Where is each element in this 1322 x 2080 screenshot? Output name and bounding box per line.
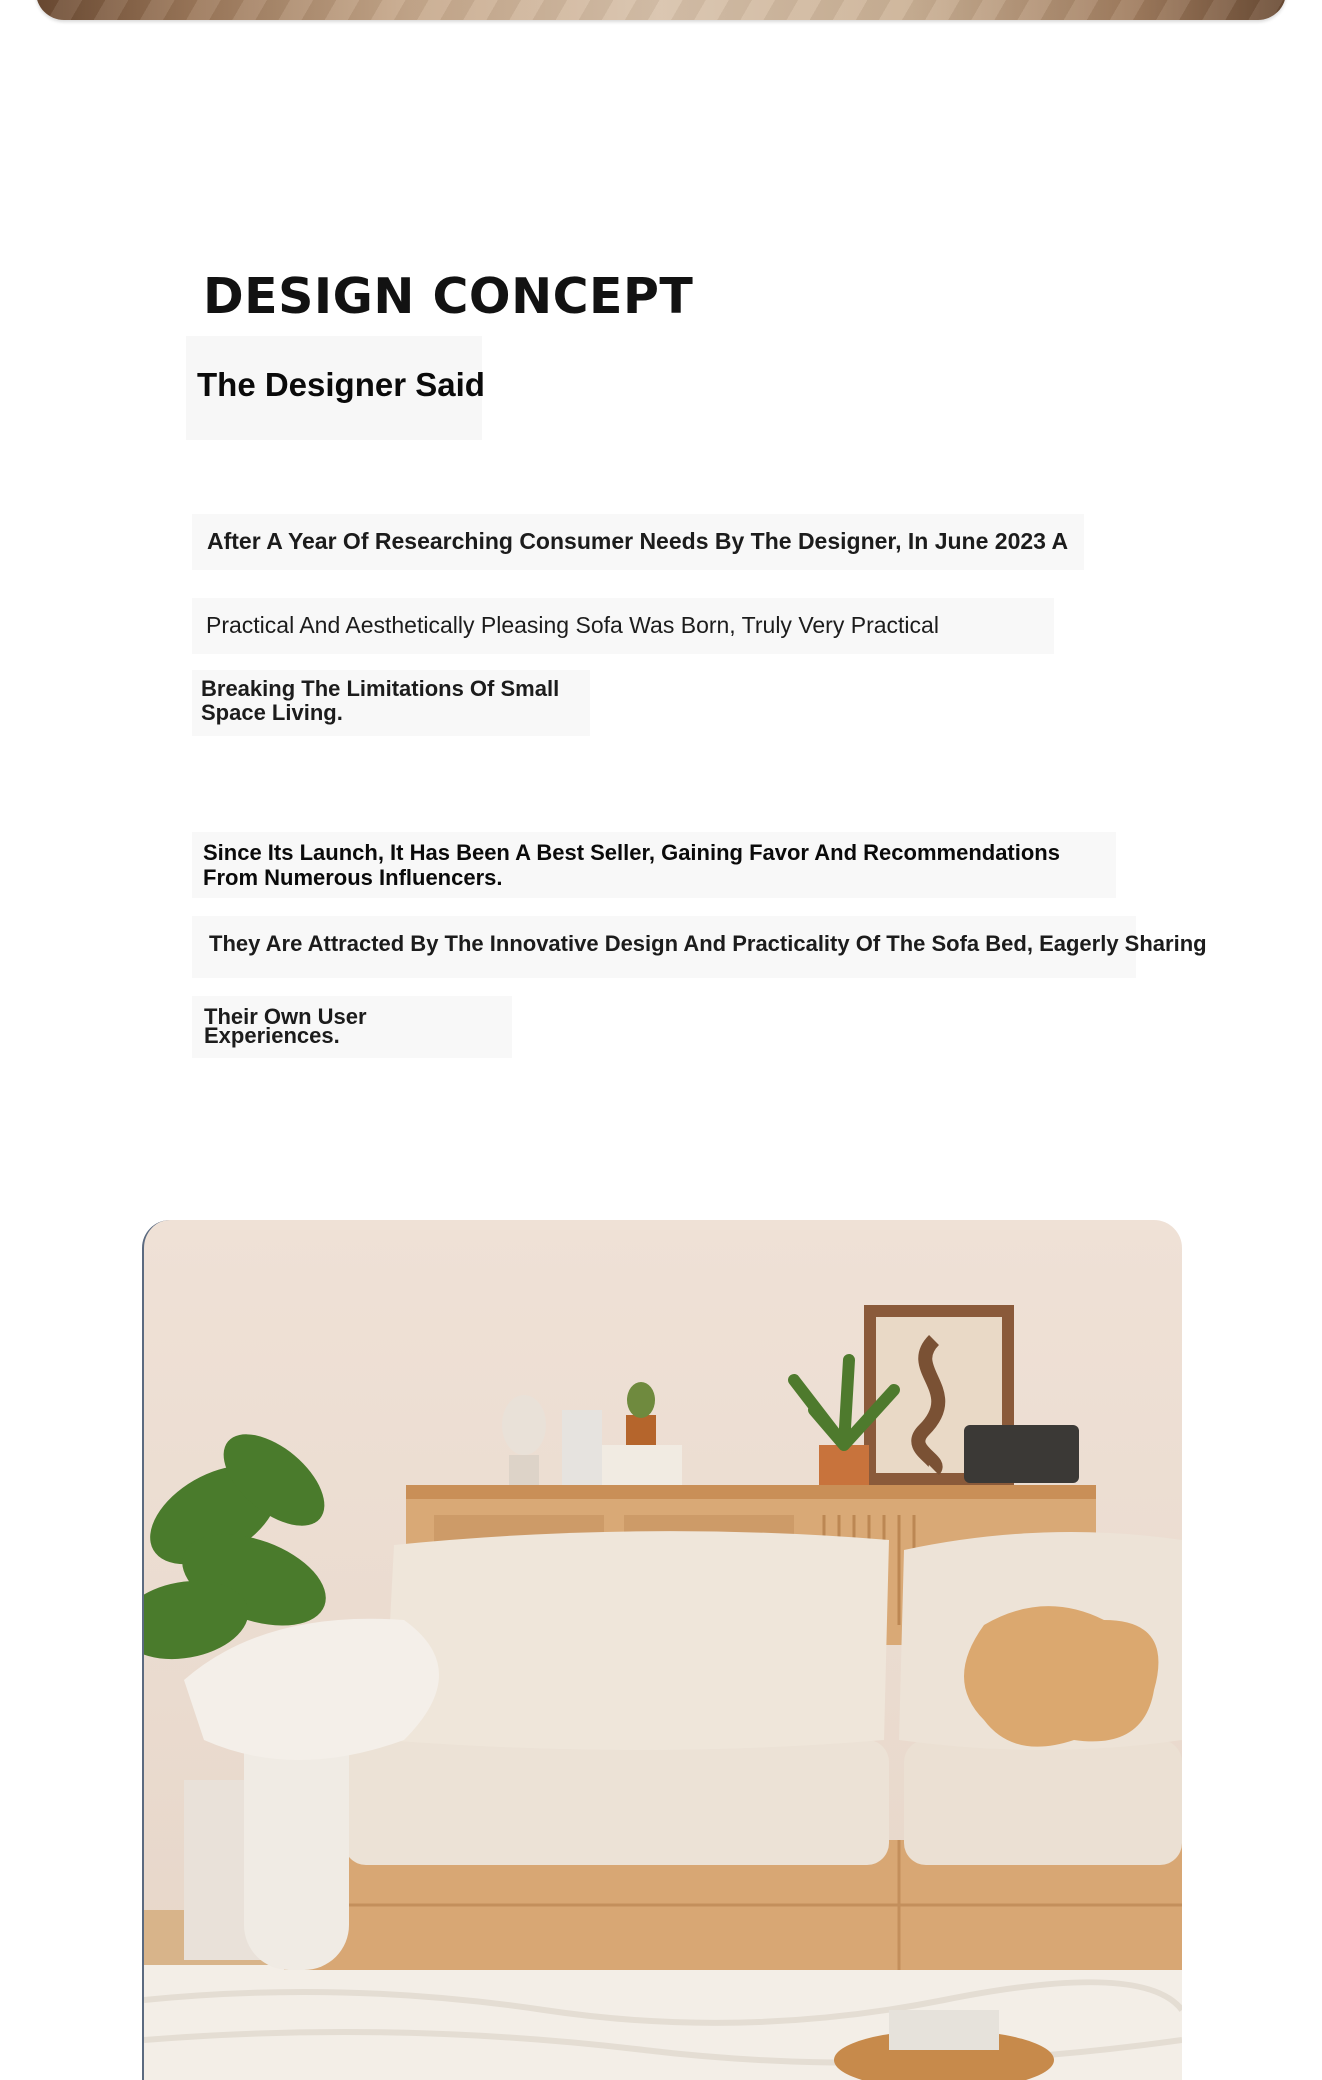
back-cushion-left [384, 1531, 889, 1750]
cloud-pillow [964, 1606, 1158, 1747]
paragraph-text-3: Breaking The Limitations Of Small Space Living. [201, 676, 560, 725]
paragraph-text-6: Their Own User Experiences. [204, 1004, 367, 1048]
designer-said-title: The Designer Said [197, 366, 485, 403]
seat-cushion-right [904, 1740, 1182, 1865]
bust-shape [502, 1395, 546, 1455]
paragraph-text-1: After A Year Of Researching Consumer Needs By The Designer, In June 2023 A [207, 528, 1069, 554]
top-room-photo [36, 0, 1286, 20]
paragraph-line-4 [192, 832, 1116, 898]
paragraph-text-2: Practical And Aesthetically Pleasing Sofa Was Born, Truly Very Practical [206, 612, 939, 638]
paragraph-line-3 [192, 670, 590, 736]
record-player-shape [964, 1425, 1079, 1483]
sofa-photo [142, 1220, 1182, 2080]
paragraph-text-4: Since Its Launch, It Has Been A Best Seller, Gaining Favor And Recommendations From Numerous Influencers. [203, 840, 1060, 890]
design-concept-heading: DESIGN CONCEPT [203, 268, 694, 325]
paragraph-line-2 [192, 598, 1054, 654]
designer-said-box [186, 336, 485, 440]
paragraph-text-5: They Are Attracted By The Innovative Design And Practicality Of The Sofa Bed, Eagerly Sharing [209, 931, 1207, 956]
seat-cushion-left [344, 1740, 889, 1865]
paragraph-line-1 [192, 514, 1084, 570]
paragraph-line-5 [192, 916, 1207, 978]
paragraph-line-6 [192, 996, 512, 1058]
